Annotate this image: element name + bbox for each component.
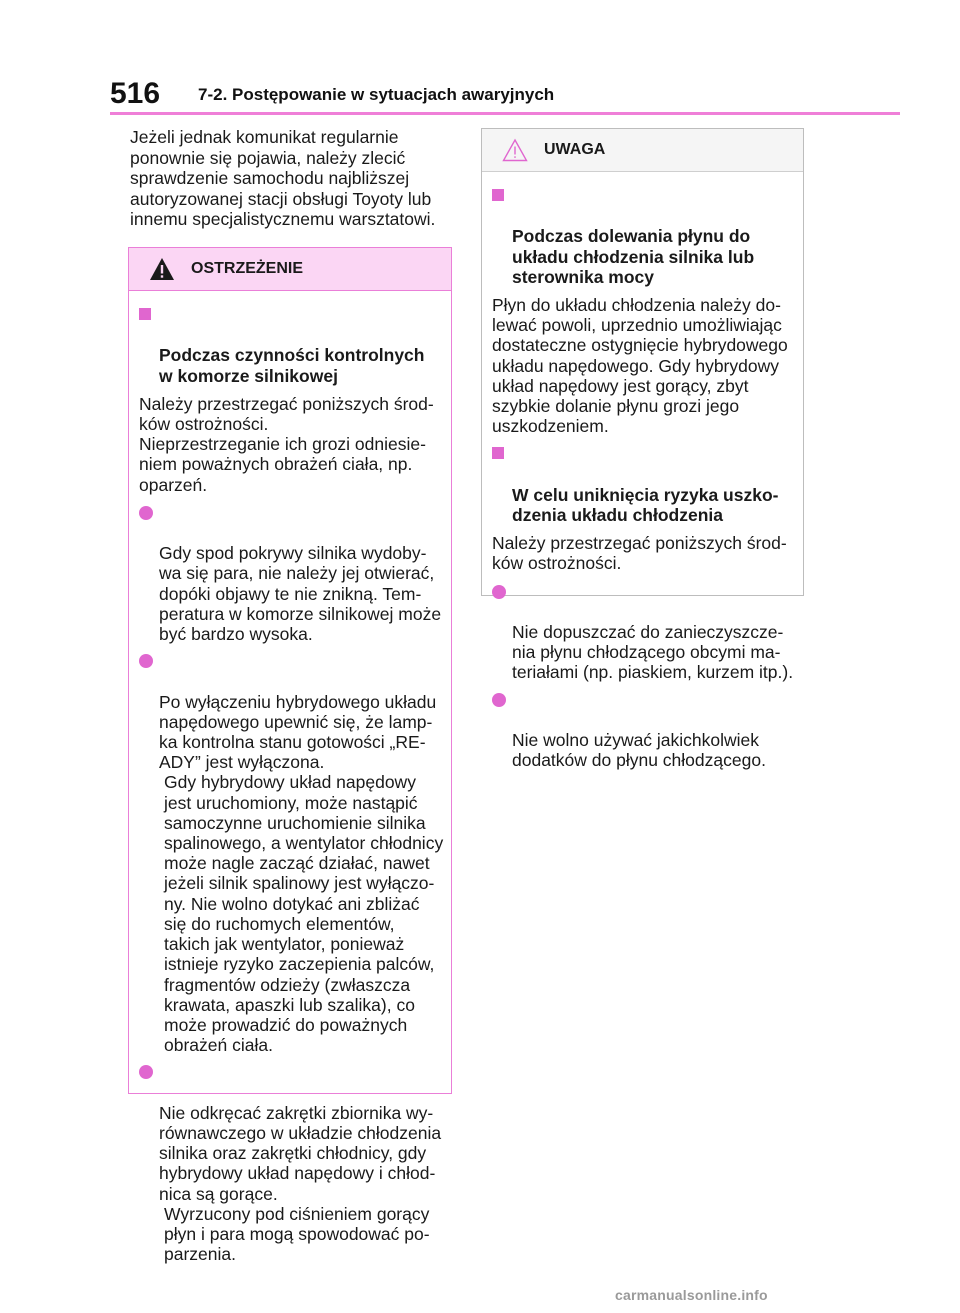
list-item-text: Gdy spod pokrywy silnika wydoby- wa się para, nie należy jej otwierać, dopóki objawy te nie znikną. Tem- peratura w komorze silnikowej może być bardzo wysoka. [159, 543, 442, 645]
caution-box-body [482, 172, 803, 770]
intro-text-block [130, 127, 460, 230]
round-bullet-icon [492, 693, 506, 707]
header-divider [110, 112, 900, 115]
list-item-text: Po wyłączeniu hybrydowego układu napędowego upewnić się, że lamp- ka kontrolna stanu gotowości „RE- ADY” jest wyłączona. [159, 691, 437, 773]
list-item [492, 582, 797, 683]
list-item-text: Nie wolno używać jakichkolwiek dodatków do płynu chłodzącego. [512, 730, 766, 771]
warning-triangle-icon [149, 257, 175, 281]
intro-paragraph: Jeżeli jednak komunikat regularnie ponownie się pojawia, należy zlecić sprawdzenie samochodu najbliższej autoryzowanej stacji obsługi Toyoty lub innemu specjalistycznemu warsztatowi. [130, 127, 436, 229]
list-item [139, 1062, 445, 1203]
warning-box [128, 247, 452, 1265]
caution-box-title: UWAGA [544, 141, 606, 158]
warning-subheading [139, 305, 445, 386]
caution-box [481, 128, 804, 771]
list-item-continuation: Gdy hybrydowy układ napędowy jest uruchomiony, może nastąpić samoczynne uruchomienie silnika spalinowego, a wentylator chłodnicy może nagle zacząć działać, nawet jeżeli silnik spalinowy jest wyłączo- ny. Nie wolno dotykać ani zbliżać się do ruchomych elementów, takich jak wentylator, ponieważ istnieje ryzyko zaczepienia palców, fragmentów odzieży (zwłaszcza krawata, apaszki lub szalika), co może prowadzić do poważnych obrażeń ciała. [164, 772, 444, 1056]
caution-subheading [492, 444, 797, 525]
caution-box-header [482, 129, 803, 172]
footer-watermark: carmanualsonline.info [615, 1287, 768, 1303]
list-item-continuation: Wyrzucony pod ciśnieniem gorący płyn i para mogą spowodować po- parzenia. [164, 1203, 430, 1265]
list-item [139, 651, 445, 772]
list-item-text: Nie dopuszczać do zanieczyszcze- nia płynu chłodzącego obcymi ma- teriałami (np. piaskiem, kurzem itp.). [512, 622, 794, 683]
round-bullet-icon [139, 654, 153, 668]
page-header [110, 78, 900, 110]
page-number: 516 [110, 77, 161, 110]
warning-paragraph: Należy przestrzegać poniższych środ- ków ostrożności. Nieprzestrzeganie ich grozi odniesie- niem poważnych obrażeń ciała, np. oparzeń. [139, 393, 434, 495]
caution-subheading [492, 186, 797, 287]
caution-subheading-text: Podczas dolewania płynu do układu chłodzenia silnika lub sterownika mocy [512, 226, 755, 287]
list-item-text: Nie odkręcać zakrętki zbiornika wy- równawczego w układzie chłodzenia silnika oraz zakrętki chłodnicy, gdy hybrydowy układ napędowy i chłod- nica są gorące. [159, 1102, 442, 1204]
square-bullet-icon [492, 447, 504, 459]
caution-triangle-outline-icon [502, 138, 528, 162]
list-item [492, 690, 797, 771]
caution-subheading-text: W celu uniknięcia ryzyka uszko- dzenia układu chłodzenia [512, 484, 779, 526]
warning-box-header [129, 248, 451, 291]
warning-box-body [129, 291, 451, 1264]
square-bullet-icon [492, 189, 504, 201]
round-bullet-icon [139, 1065, 153, 1079]
round-bullet-icon [492, 585, 506, 599]
caution-paragraph: Płyn do układu chłodzenia należy do- lewać powoli, uprzednio umożliwiając dostateczne ostygnięcie hybrydowego układu napędowego. Gdy hybrydowy układ napędowy jest gorący, zbyt szybkie dolanie płynu grozi jego uszkodzeniem. [492, 295, 788, 437]
caution-paragraph: Należy przestrzegać poniższych środ- ków ostrożności. [492, 533, 787, 574]
warning-subheading-text: Podczas czynności kontrolnych w komorze silnikowej [159, 345, 425, 386]
section-title: 7-2. Postępowanie w sytuacjach awaryjnych [198, 85, 555, 104]
warning-box-title: OSTRZEŻENIE [191, 260, 304, 277]
round-bullet-icon [139, 506, 153, 520]
list-item [139, 503, 445, 644]
square-bullet-icon [139, 308, 151, 320]
